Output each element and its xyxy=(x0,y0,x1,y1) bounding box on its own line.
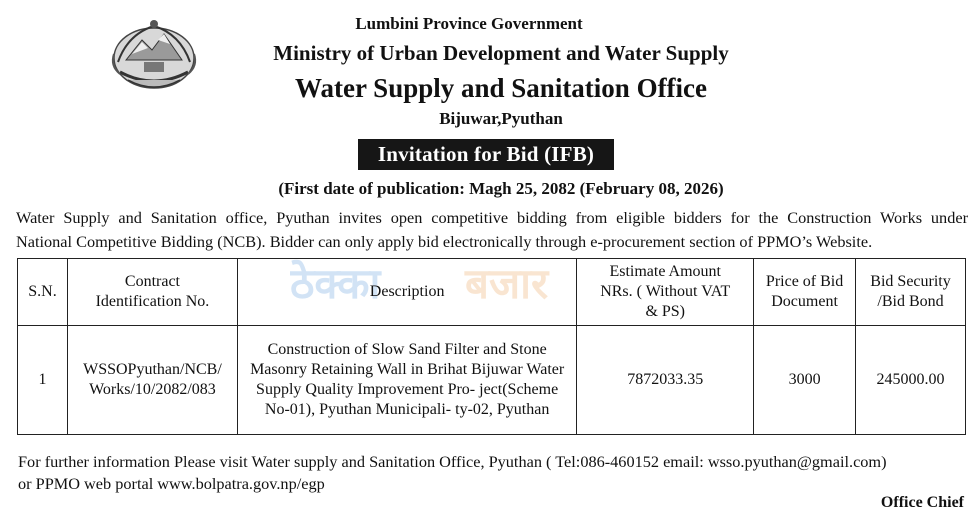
cell-sn: 1 xyxy=(18,326,68,435)
office-location: Bijuwar,Pyuthan xyxy=(439,109,563,128)
header-price: Price of Bid Document xyxy=(754,259,856,326)
intro-paragraph xyxy=(16,206,968,254)
cell-description: Construction of Slow Sand Filter and Stone Masonry Retaining Wall in Brihat Bijuwar Water Supply Quality Improvement Pro- ject(Scheme No-01), Pyuthan Municipali- ty-02, Pyuthan xyxy=(237,326,576,435)
header-contract-id: Contract Identification No. xyxy=(67,259,237,326)
cell-price: 3000 xyxy=(754,326,856,435)
svg-text:बजार: बजार xyxy=(465,259,549,308)
contact-line: For further information Please visit Water supply and Sanitation Office, Pyuthan ( Tel:086-460152 email: wsso.pyuthan@gmail.com) xyxy=(18,452,887,471)
intro-line: Water Supply and Sanitation office, Pyuthan invites open competitive bidding from eligible bidders for the Construction Works under xyxy=(16,208,968,227)
office-name: Water Supply and Sanitation Office xyxy=(294,73,708,103)
svg-text:ठेक्का: ठेक्का xyxy=(290,259,381,308)
header-security: Bid Security /Bid Bond xyxy=(856,259,966,326)
publication-date: (First date of publication: Magh 25, 2082 (February 08, 2026) xyxy=(278,179,724,198)
cell-estimate: 7872033.35 xyxy=(577,326,754,435)
ministry-name: Ministry of Urban Development and Water Supply xyxy=(273,41,729,65)
cell-contract-id: WSSOPyuthan/NCB/ Works/10/2082/083 xyxy=(67,326,237,435)
header-description: Description xyxy=(237,259,576,326)
contact-info xyxy=(18,451,970,495)
header-sn: S.N. xyxy=(18,259,68,326)
table-header-row xyxy=(18,259,966,326)
contact-line: or PPMO web portal www.bolpatra.gov.np/egp xyxy=(18,474,325,493)
government-name: Lumbini Province Government xyxy=(355,14,583,33)
cell-security: 245000.00 xyxy=(856,326,966,435)
intro-line: National Competitive Bidding (NCB). Bidder can only apply bid electronically through e-procurement section of PPMO’s Website. xyxy=(16,232,873,251)
notice-title-banner: Invitation for Bid (IFB) xyxy=(358,139,614,170)
bid-table xyxy=(17,258,966,435)
table-row xyxy=(18,326,966,435)
header-estimate: Estimate Amount NRs. ( Without VAT & PS) xyxy=(577,259,754,326)
signature-office-chief: Office Chief xyxy=(880,494,964,511)
